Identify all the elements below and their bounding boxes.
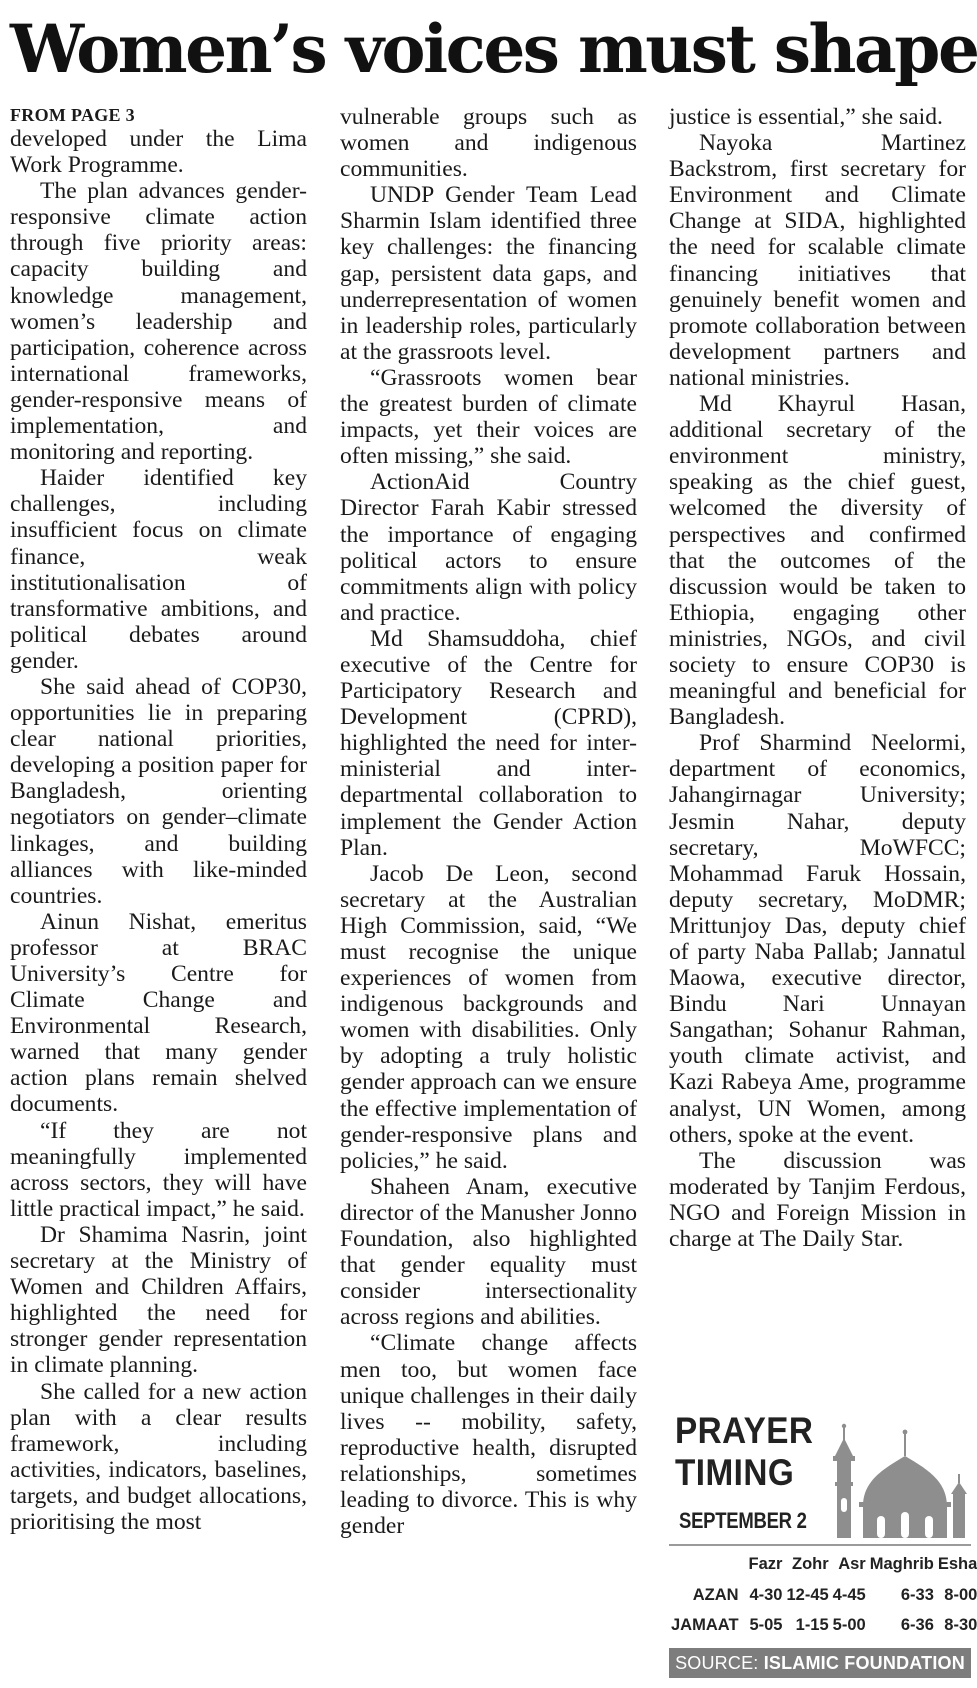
column-header: Esha <box>937 1554 977 1573</box>
table-cell: 6-33 <box>900 1585 934 1604</box>
paragraph: “If they are not meaningfully implemented across sectors, they will have little practical impact,” he said. <box>10 1117 307 1222</box>
paragraph: She called for a new action plan with a clear results framework, including activities, indicators, baselines, targets, and budget allocations, prioritising the most <box>10 1378 307 1535</box>
article-column-1 <box>10 104 307 1535</box>
paragraph: justice is essential,” she said. <box>669 104 943 130</box>
row-label: JAMAAT <box>671 1615 739 1634</box>
table-cell: 5-05 <box>749 1615 783 1634</box>
prayer-timing-box <box>669 1398 977 1683</box>
table-cell: 4-45 <box>832 1585 866 1604</box>
prayer-divider <box>669 1544 971 1546</box>
source-name: ISLAMIC FOUNDATION <box>763 1653 965 1673</box>
table-row <box>669 1580 977 1610</box>
paragraph: Md Khayrul Hasan, additional secretary of the environment ministry, speaking as the chief guest, welcomed the diversity of perspectives and confirmed that the outcomes of the discussion would be taken to Ethiopia, engaging other ministries, NGOs, and civil society to ensure COP30 is meaningful and beneficial for Bangladesh. <box>669 391 966 731</box>
paragraph: Jacob De Leon, second secretary at the Australian High Commission, said, “We must recognise the unique experiences of women from indigenous backgrounds and women with disabilities. Only by adopting a truly holistic gender approach can we ensure the effective implementation of gender-responsive plans and policies,” he said. <box>340 860 637 1174</box>
table-cell: 5-00 <box>832 1615 866 1634</box>
paragraph: Ainun Nishat, emeritus professor at BRAC University’s Centre for Climate Change and Environmental Research, warned that many gender action plans remain shelved documents. <box>10 908 307 1118</box>
paragraph: Dr Shamima Nasrin, joint secretary at the Ministry of Women and Children Affairs, highlighted the need for stronger gender representation in climate planning. <box>10 1221 307 1379</box>
mosque-icon <box>819 1398 971 1538</box>
table-cell: 8-30 <box>944 1615 977 1634</box>
paragraph: Nayoka Martinez Backstrom, first secretary for Environment and Climate Change at SIDA, highlighted the need for scalable climate financing initiatives that genuinely benefit women and promote collaboration between development partners and national ministries. <box>669 130 966 391</box>
prayer-title-line-1: PRAYER <box>675 1410 814 1451</box>
table-cell: 8-00 <box>944 1585 977 1604</box>
source-bar <box>669 1648 971 1678</box>
column-header: Zohr <box>792 1554 829 1573</box>
table-cell: 1-15 <box>795 1615 829 1634</box>
row-label: AZAN <box>692 1585 739 1604</box>
paragraph: ActionAid Country Director Farah Kabir stressed the importance of engaging political actors to ensure commitments align with policy and practice. <box>340 469 637 626</box>
table-header-row <box>669 1548 977 1580</box>
paragraph: Prof Sharmind Neelormi, department of economics, Jahangirnagar University; Jesmin Nahar, deputy secretary, MoWFCC; Mohammad Faruk Hossain, deputy secretary, MoDMR; Mrittunjoy Das, deputy chief of party Naba Pallab; Jannatul Maowa, executive director, Bindu Nari Unnayan Sangathan; Sohanur Rahman, youth climate activist, and Kazi Rabeya Ame, programme analyst, UN Women, among others, spoke at the event. <box>669 730 966 1148</box>
article-column-2 <box>340 104 637 1539</box>
column-header: Fazr <box>748 1554 783 1573</box>
paragraph: She said ahead of COP30, opportunities lie in preparing clear national priorities, developing a position paper for Bangladesh, orienting negotiators on gender–climate linkages, and building alliances with like-minded countries. <box>10 673 307 909</box>
paragraph: “Climate change affects men too, but women face unique challenges in their daily lives -- mobility, safety, reproductive health, disrupted relationships, sometimes leading to divorce. This is why gender <box>340 1330 637 1540</box>
column-header: Asr <box>838 1554 866 1573</box>
paragraph: Shaheen Anam, executive director of the Manusher Jonno Foundation, also highlighted that gender equality must consider intersectionality across regions and abilities. <box>340 1173 637 1331</box>
prayer-times-table <box>669 1548 977 1640</box>
table-cell: 6-36 <box>900 1615 934 1634</box>
prayer-title-line-2: TIMING <box>675 1452 795 1493</box>
source-prefix: SOURCE: <box>675 1653 759 1673</box>
paragraph: developed under the Lima Work Programme. <box>10 126 307 179</box>
table-row <box>669 1610 977 1640</box>
paragraph: Md Shamsuddoha, chief executive of the Centre for Participatory Research and Development (CPRD), highlighted the need for inter-ministerial and inter-departmental collaboration to implement the Gender Action Plan. <box>340 625 637 861</box>
column-header: Maghrib <box>869 1554 934 1573</box>
table-cell: 4-30 <box>749 1585 783 1604</box>
table-corner <box>669 1548 747 1580</box>
paragraph: “Grassroots women bear the greatest burden of climate impacts, yet their voices are often missing,” she said. <box>340 364 637 470</box>
continued-from-label: FROM PAGE 3 <box>10 105 135 125</box>
prayer-date: SEPTEMBER 2 <box>679 1508 807 1533</box>
paragraph: UNDP Gender Team Lead Sharmin Islam identified three key challenges: the financing gap, persistent data gaps, and underrepresentation of women in leadership roles, particularly at the grassroots level. <box>340 182 637 365</box>
headline: Women’s voices must shape <box>10 10 977 88</box>
paragraph: vulnerable groups such as women and indigenous communities. <box>340 104 637 183</box>
article-column-3 <box>669 104 966 1252</box>
paragraph: The discussion was moderated by Tanjim Ferdous, NGO and Foreign Mission in charge at The Daily Star. <box>669 1147 966 1253</box>
paragraph: The plan advances gender-responsive climate action through five priority areas: capacity building and knowledge management, women’s leadership and participation, coherence across international frameworks, gender-responsive means of implementation, and monitoring and reporting. <box>10 178 307 466</box>
paragraph: Haider identified key challenges, including insufficient focus on climate finance, weak institutionalisation of transformative ambitions, and political debates around gender. <box>10 465 307 674</box>
table-cell: 12-45 <box>786 1585 829 1604</box>
